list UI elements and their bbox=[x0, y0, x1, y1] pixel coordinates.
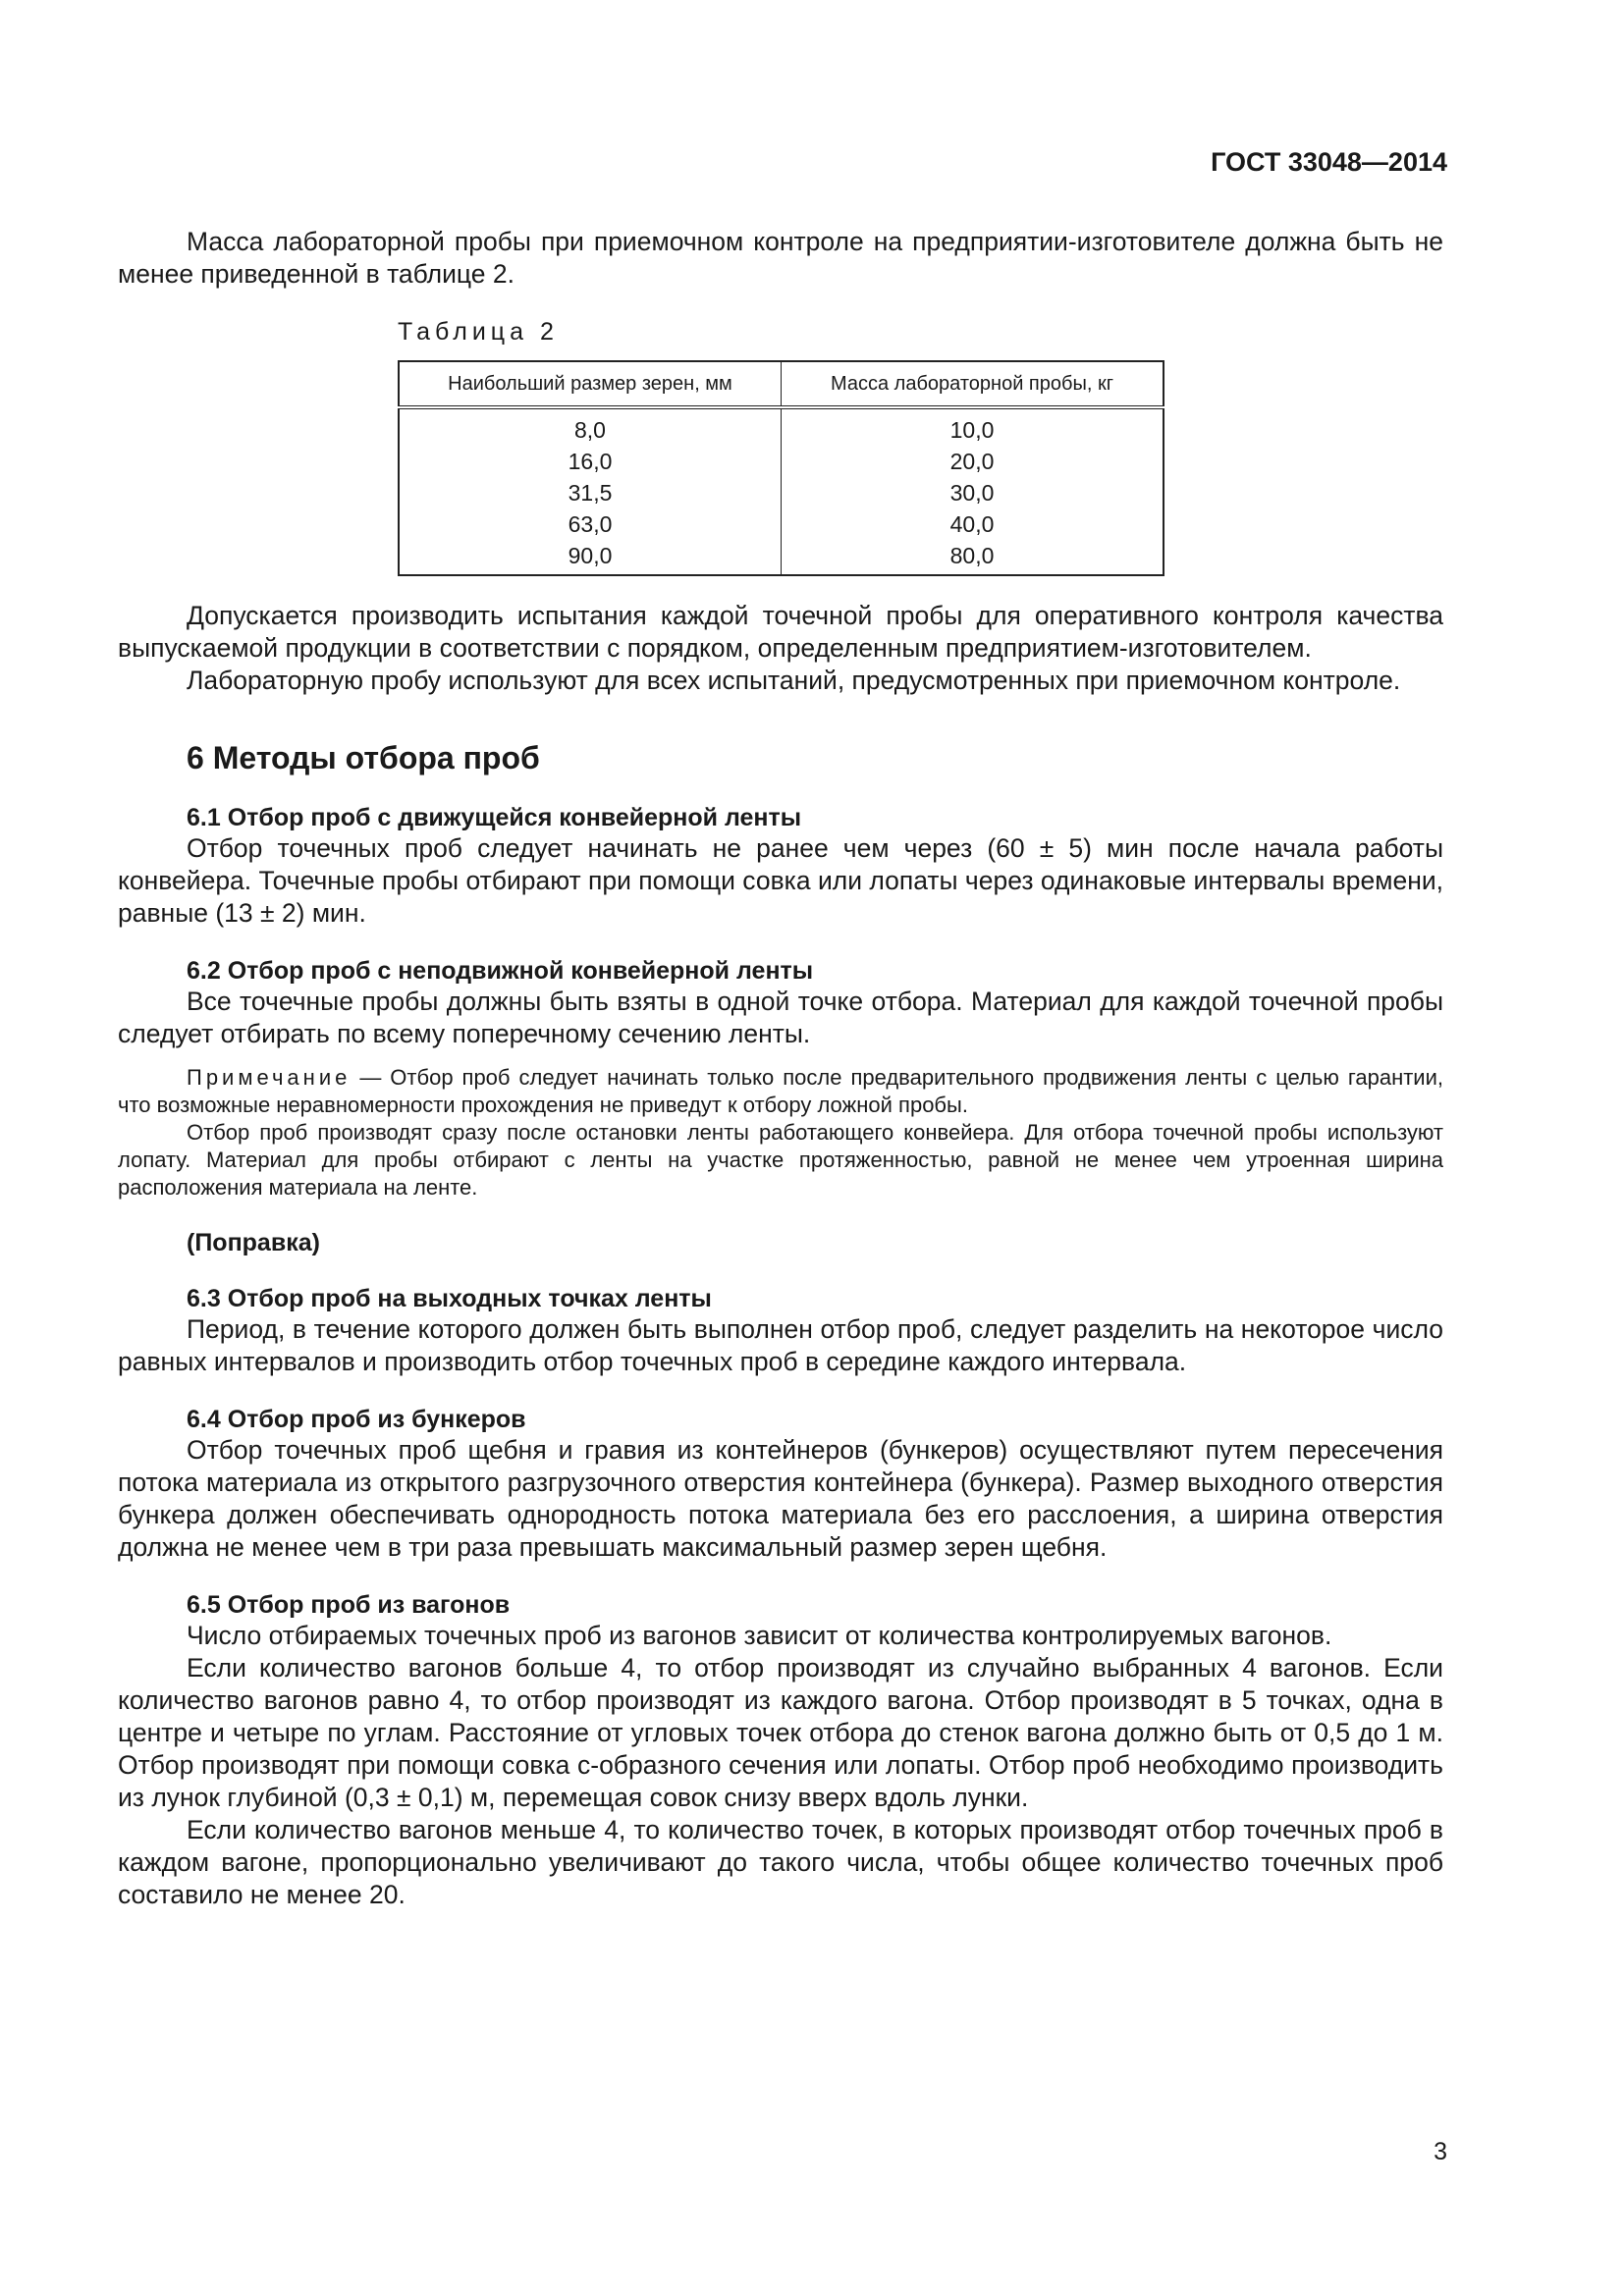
section-6-4-title: 6.4 Отбор проб из бункеров bbox=[187, 1406, 526, 1433]
table-cell: 16,0 bbox=[399, 446, 782, 477]
section-6-4-paragraph: Отбор точечных проб щебня и гравия из контейнеров (бункеров) осуществляют путем пересечения потока материала из открытого разгрузочного отверстия контейнера (бункера). Размер выходного отверстия бункера должен обеспечивать однородность потока материала без его расслоения, а ширина отверстия должна не менее чем в три раза превышать максимальный размер зерен щебня. bbox=[118, 1435, 1443, 1562]
section-6-title: 6 Методы отбора проб bbox=[187, 740, 540, 775]
table-col1-header: Наибольший размер зерен, мм bbox=[399, 361, 782, 407]
table-cell: 31,5 bbox=[399, 477, 782, 508]
table-2 bbox=[398, 360, 1164, 576]
table-cell: 8,0 bbox=[399, 407, 782, 446]
table-col2-header: Масса лабораторной пробы, кг bbox=[782, 361, 1164, 407]
intro-paragraph: Масса лабораторной пробы при приемочном контроле на предприятии-изготовителе должна быть не менее приведенной в таблице 2. bbox=[118, 227, 1443, 289]
table-row bbox=[399, 446, 1164, 477]
table-header-row bbox=[399, 361, 1164, 407]
table-cell: 80,0 bbox=[782, 540, 1164, 575]
table-row bbox=[399, 508, 1164, 540]
section-6-1-paragraph: Отбор точечных проб следует начинать не ранее чем через (60 ± 5) мин после начала работы конвейера. Точечные пробы отбирают при помощи совка или лопаты через одинаковые интервалы времени, равные (13 ± 2) мин. bbox=[118, 833, 1443, 928]
note-text: — Отбор проб следует начинать только после предварительного продвижения ленты с целью гарантии, что возможные неравномерности прохождения не приведут к отбору ложной пробы. bbox=[118, 1065, 1443, 1117]
section-6-5-title: 6.5 Отбор проб из вагонов bbox=[187, 1591, 511, 1619]
table-row bbox=[399, 477, 1164, 508]
section-6-2-note bbox=[118, 1064, 1443, 1119]
table-cell: 63,0 bbox=[399, 508, 782, 540]
table-cell: 90,0 bbox=[399, 540, 782, 575]
table-cell: 30,0 bbox=[782, 477, 1164, 508]
table-row bbox=[399, 540, 1164, 575]
section-6-5-paragraph-3: Если количество вагонов меньше 4, то количество точек, в которых производят отбор точечных проб в каждом вагоне, пропорционально увеличивают до такого числа, чтобы общее количество точечных проб составило не менее 20. bbox=[118, 1815, 1443, 1909]
after-table-paragraph-2: Лабораторную пробу используют для всех испытаний, предусмотренных при приемочном контроле. bbox=[187, 666, 1401, 695]
table-row bbox=[399, 407, 1164, 446]
section-6-2-note-paragraph-2: Отбор проб производят сразу после остановки ленты работающего конвейера. Для отбора точечной пробы используют лопату. Материал для пробы отбирают с ленты на участке протяженностью, равной не менее чем утроенная ширина расположения материала на ленте. bbox=[118, 1120, 1443, 1200]
section-6-2-title: 6.2 Отбор проб с неподвижной конвейерной ленты bbox=[187, 957, 814, 985]
section-6-5-paragraph-2: Если количество вагонов больше 4, то отбор производят из случайно выбранных 4 вагонов. Если количество вагонов равно 4, то отбор производят из каждого вагона. Отбор производят в 5 точках, одна в центре и четыре по углам. Расстояние от угловых точек отбора до стенок вагона должно быть от 0,5 до 1 м. Отбор производят при помощи совка с-образного сечения или лопаты. Отбор проб необходимо производить из лунок глубиной (0,3 ± 0,1) м, перемещая совок снизу вверх вдоль лунки. bbox=[118, 1653, 1443, 1812]
section-6-3-paragraph: Период, в течение которого должен быть выполнен отбор проб, следует разделить на некоторое число равных интервалов и производить отбор точечных проб в середине каждого интервала. bbox=[118, 1314, 1443, 1376]
note-label: Примечание bbox=[187, 1065, 352, 1090]
after-table-paragraph-1: Допускается производить испытания каждой точечной пробы для оперативного контроля качества выпускаемой продукции в соответствии с порядком, определенным предприятием-изготовителем. bbox=[118, 601, 1443, 663]
page-content bbox=[118, 226, 1443, 1911]
section-6-3-title: 6.3 Отбор проб на выходных точках ленты bbox=[187, 1285, 712, 1312]
table-cell: 20,0 bbox=[782, 446, 1164, 477]
page-number: 3 bbox=[1434, 2138, 1447, 2165]
section-6-2-paragraph: Все точечные пробы должны быть взяты в одной точке отбора. Материал для каждой точечной пробы следует отбирать по всему поперечному сечению ленты. bbox=[118, 987, 1443, 1048]
amendment-label: (Поправка) bbox=[187, 1229, 320, 1256]
table-cell: 10,0 bbox=[782, 407, 1164, 446]
table-cell: 40,0 bbox=[782, 508, 1164, 540]
table-caption: Таблица 2 bbox=[398, 318, 559, 346]
section-6-1-title: 6.1 Отбор проб с движущейся конвейерной ленты bbox=[187, 804, 802, 831]
document-id-header: ГОСТ 33048—2014 bbox=[1211, 147, 1447, 177]
section-6-5-paragraph-1: Число отбираемых точечных проб из вагонов зависит от количества контролируемых вагонов. bbox=[187, 1621, 1332, 1650]
